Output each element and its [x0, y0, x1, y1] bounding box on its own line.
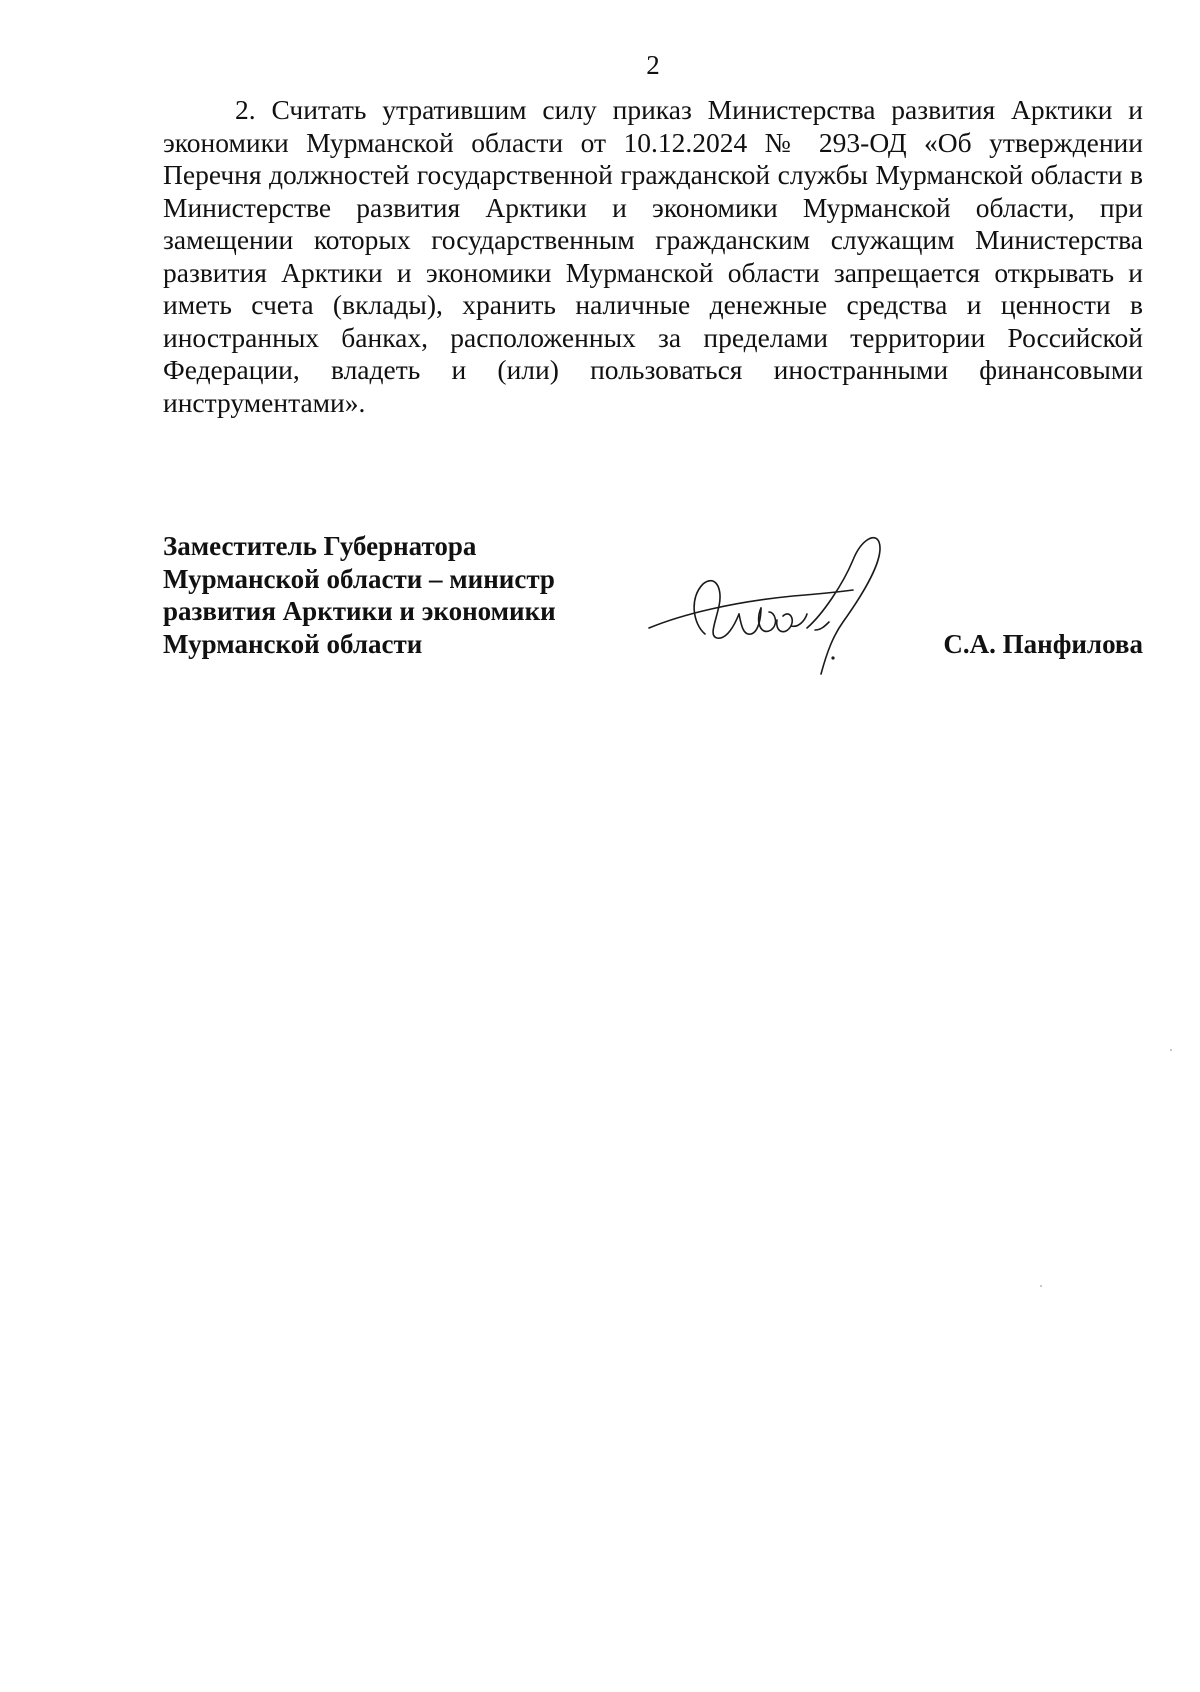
- body-paragraph: 2. Считать утратившим силу приказ Министерства развития Арктики и экономики Мурманской области от 10.12.2024 № 293-ОД «Об утверждении Перечня должностей государственной гражданской службы Мурманской области в Министерстве развития Арктики и экономики Мурманской области, при замещении которых государственным гражданским служащим Министерства развития Арктики и экономики Мурманской области запрещается открывать и иметь счета (вклады), хранить наличные денежные средства и ценности в иностранных банках, расположенных за пределами территории Российской Федерации, владеть и (или) пользоваться иностранными финансовыми инструментами».: [163, 94, 1143, 418]
- signer-title-line: Мурманской области – министр: [163, 563, 555, 594]
- page-number: 2: [646, 50, 660, 80]
- signer-title-line: Заместитель Губернатора: [163, 531, 477, 561]
- signature-block: [163, 530, 1143, 690]
- signer-title: [163, 530, 623, 660]
- scan-speck: [1170, 1049, 1172, 1051]
- signer-name: С.А. Панфилова: [943, 629, 1143, 659]
- handwritten-signature-icon: [643, 524, 913, 684]
- signer-title-line: развития Арктики и экономики: [163, 596, 556, 626]
- signer-title-line: Мурманской области: [163, 628, 423, 659]
- scan-speck: [1040, 1285, 1042, 1287]
